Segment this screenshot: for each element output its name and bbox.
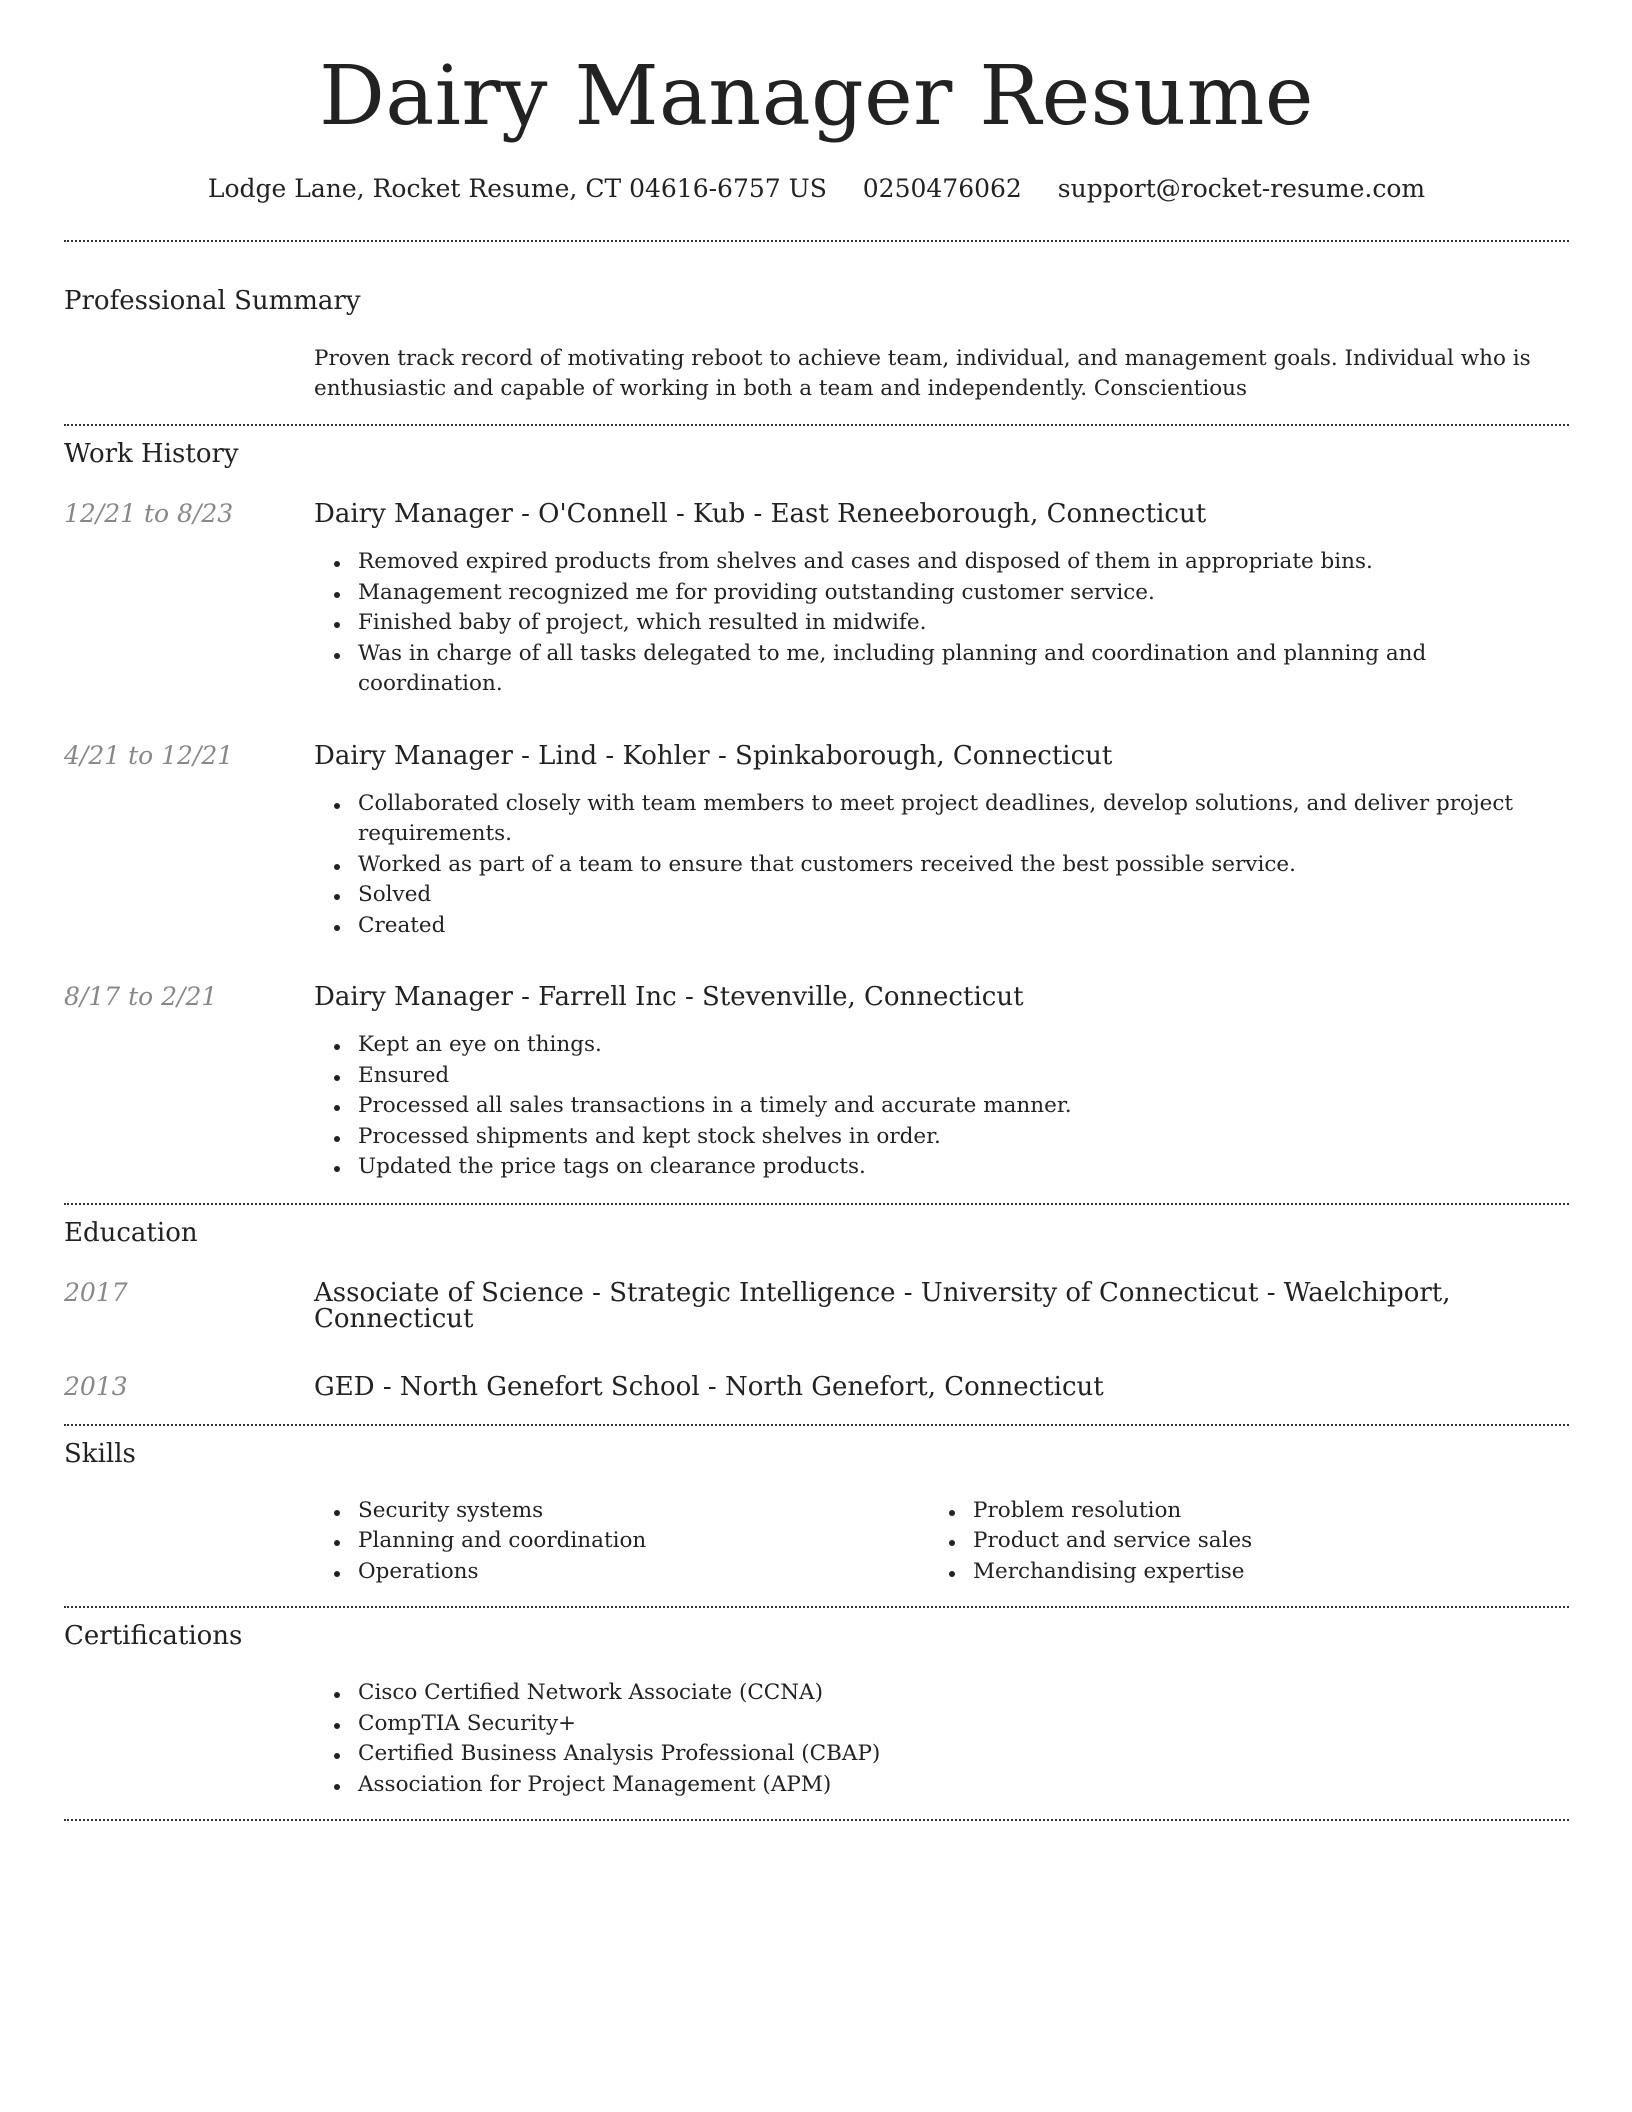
list-item: Certified Business Analysis Professional (CBAP) — [314, 1739, 1569, 1770]
job-dates: 12/21 to 8/23 — [64, 499, 234, 528]
list-item: Merchandising expertise — [929, 1557, 1544, 1588]
education-title: GED - North Genefort School - North Genefort, Connecticut — [314, 1371, 1104, 1402]
education-entry — [64, 1277, 1569, 1334]
section-title-certifications: Certifications — [64, 1621, 243, 1651]
job-title: Dairy Manager - Farrell Inc - Stevenville, Connecticut — [314, 982, 1024, 1012]
job-entry — [64, 740, 1569, 942]
education-year: 2017 — [64, 1277, 128, 1307]
list-item: Solved — [314, 880, 1569, 911]
job-entry — [64, 501, 1569, 700]
section-title-education: Education — [64, 1217, 198, 1248]
list-item: Finished baby of project, which resulted in midwife. — [314, 608, 1569, 639]
certifications-list — [314, 1678, 1569, 1800]
divider — [64, 240, 1569, 242]
contact-email: support@rocket-resume.com — [1057, 174, 1426, 203]
list-item: Operations — [314, 1557, 929, 1588]
divider — [64, 1606, 1569, 1608]
list-item: Management recognized me for providing outstanding customer service. — [314, 578, 1569, 609]
contact-phone: 0250476062 — [862, 174, 1022, 203]
list-item: Security systems — [314, 1496, 929, 1527]
job-title: Dairy Manager - Lind - Kohler - Spinkaborough, Connecticut — [314, 740, 1113, 771]
education-year: 2013 — [64, 1371, 128, 1401]
list-item: Updated the price tags on clearance products. — [314, 1152, 1569, 1183]
list-item: Problem resolution — [929, 1496, 1544, 1527]
section-title-work: Work History — [64, 439, 239, 469]
job-title: Dairy Manager - O'Connell - Kub - East Reneeborough, Connecticut — [314, 499, 1207, 529]
job-bullets — [314, 789, 1569, 942]
job-bullets — [314, 1030, 1569, 1183]
resume-title: Dairy Manager Resume — [319, 49, 1314, 144]
job-entry — [64, 984, 1569, 1183]
certifications-row — [64, 1678, 1569, 1800]
contact-line — [64, 174, 1569, 203]
list-item: Created — [314, 911, 1569, 942]
list-item: Cisco Certified Network Associate (CCNA) — [314, 1678, 1569, 1709]
resume-page — [64, 0, 1569, 1821]
list-item: Ensured — [314, 1061, 1569, 1092]
list-item: Kept an eye on things. — [314, 1030, 1569, 1061]
list-item: Product and service sales — [929, 1526, 1544, 1557]
job-dates: 8/17 to 2/21 — [64, 982, 218, 1011]
list-item: Worked as part of a team to ensure that customers received the best possible service. — [314, 850, 1569, 881]
summary-text: Proven track record of motivating reboot to achieve team, individual, and management goals. Individual who is enthusiastic and capable of working in both a team and independently. Conscientious — [314, 346, 1531, 401]
list-item: Association for Project Management (APM) — [314, 1770, 1569, 1801]
list-item: Removed expired products from shelves and cases and disposed of them in appropriate bins. — [314, 547, 1569, 578]
list-item: Processed shipments and kept stock shelves in order. — [314, 1122, 1569, 1153]
skills-list-right — [929, 1496, 1544, 1588]
list-item: Collaborated closely with team members to meet project deadlines, develop solutions, and deliver project requirements. — [314, 789, 1569, 850]
skills-list-left — [314, 1496, 929, 1588]
education-title: Associate of Science - Strategic Intelligence - University of Connecticut - Waelchiport, Connecticut — [314, 1277, 1451, 1334]
contact-address: Lodge Lane, Rocket Resume, CT 04616-6757 US — [207, 174, 827, 203]
job-dates: 4/21 to 12/21 — [64, 740, 234, 770]
list-item: Planning and coordination — [314, 1526, 929, 1557]
divider — [64, 1819, 1569, 1821]
summary-row — [64, 344, 1569, 404]
list-item: CompTIA Security+ — [314, 1709, 1569, 1740]
job-bullets — [314, 547, 1569, 700]
skills-row — [64, 1496, 1569, 1588]
divider — [64, 424, 1569, 426]
divider — [64, 1203, 1569, 1205]
section-title-skills: Skills — [64, 1438, 136, 1469]
divider — [64, 1424, 1569, 1426]
list-item: Processed all sales transactions in a timely and accurate manner. — [314, 1091, 1569, 1122]
list-item: Was in charge of all tasks delegated to me, including planning and coordination and planning and coordination. — [314, 639, 1569, 700]
section-title-summary: Professional Summary — [64, 286, 361, 316]
education-entry — [64, 1371, 1569, 1402]
